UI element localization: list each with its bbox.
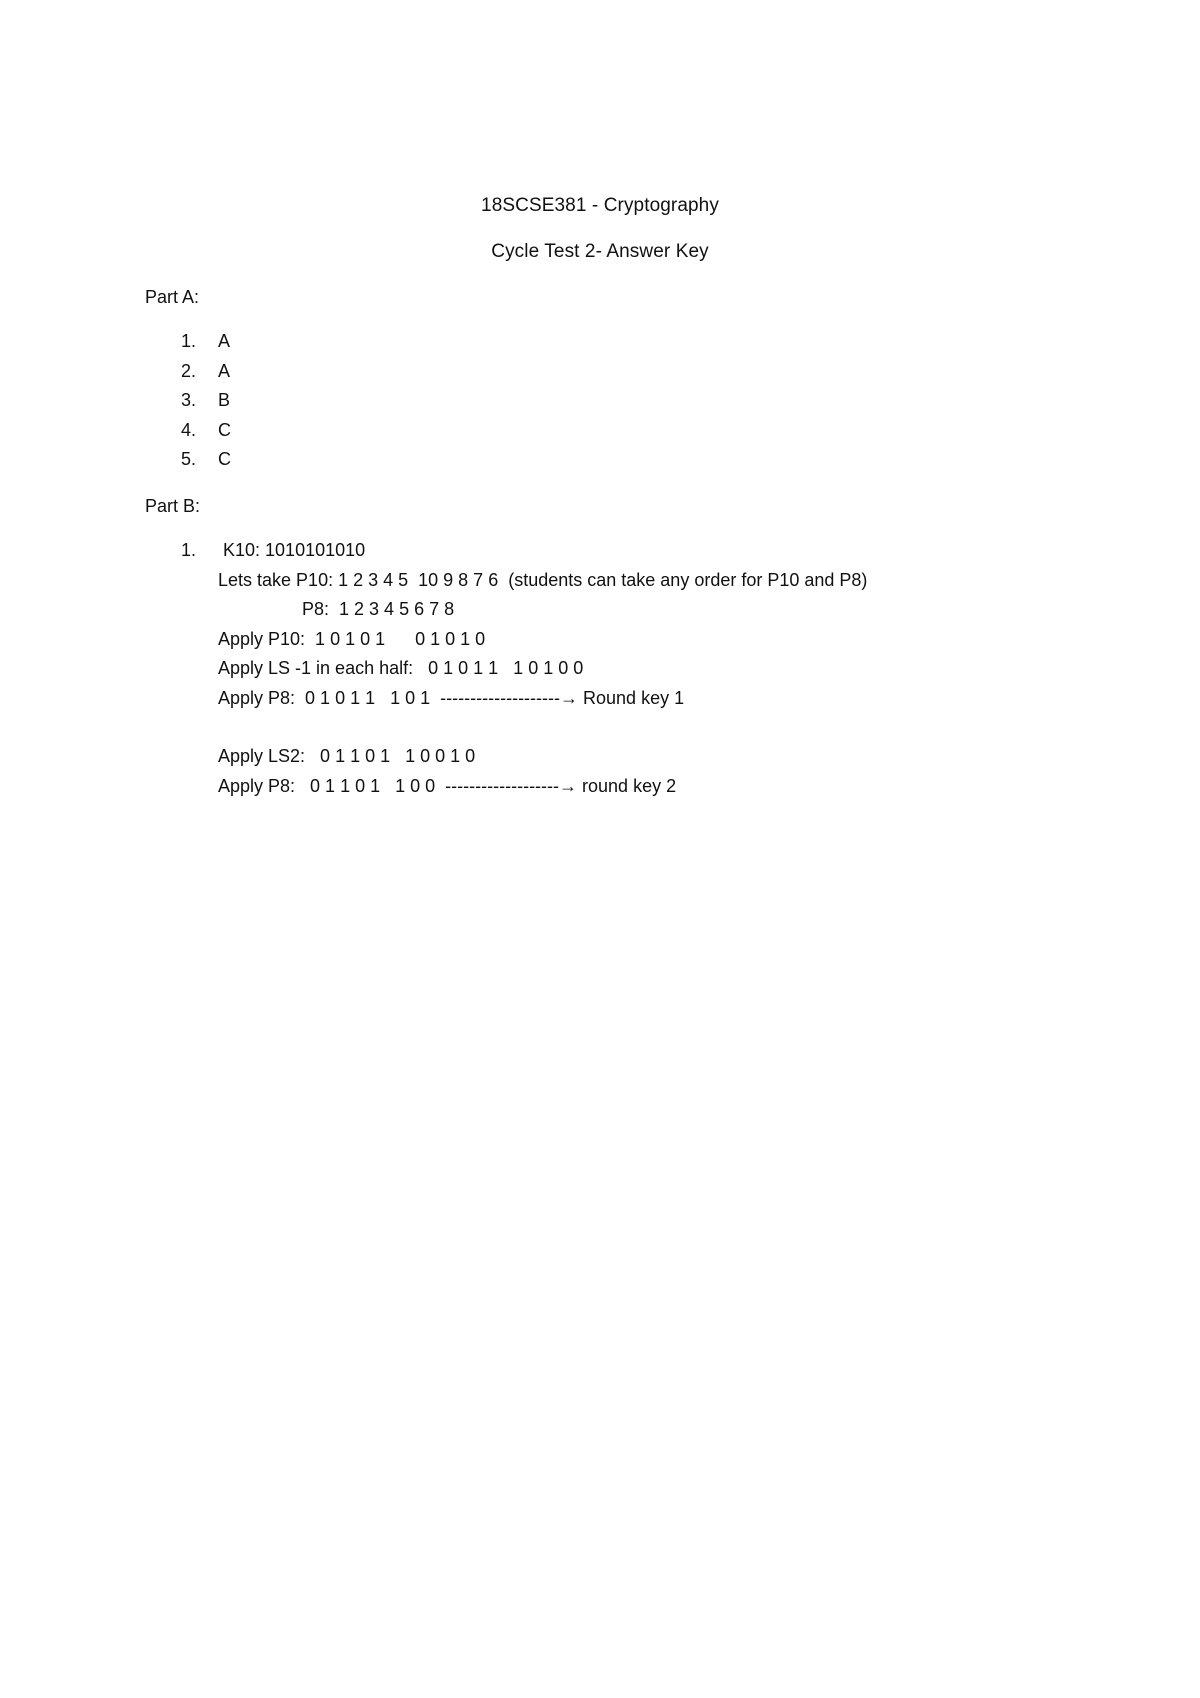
- apply-ls1-line: Apply LS -1 in each half: 0 1 0 1 1 1 0 1 0 0: [218, 658, 584, 678]
- apply-p10-line: Apply P10: 1 0 1 0 1 0 1 0 1 0: [218, 628, 486, 649]
- item-answer: B: [218, 390, 231, 410]
- part-a-heading: Part A:: [145, 287, 200, 307]
- part-b-heading: Part B:: [145, 496, 201, 516]
- list-item: [181, 327, 231, 357]
- apply-ls2-line: Apply LS2: 0 1 1 0 1 1 0 0 1 0: [218, 746, 476, 766]
- item-answer: A: [218, 360, 231, 381]
- part-b-question-row: [181, 536, 867, 566]
- round-key-2-line: Apply P8: 0 1 1 0 1 1 0 0 -------------------→ round key 2: [218, 775, 677, 796]
- item-answer: C: [218, 449, 231, 469]
- list-item: [181, 445, 231, 475]
- k10-line: K10: 1010101010: [218, 540, 366, 560]
- round-key-1-line: Apply P8: 0 1 0 1 1 1 0 1 --------------------→ Round key 1: [218, 687, 685, 708]
- item-number: 2.: [181, 360, 197, 381]
- item-number: 5.: [181, 449, 197, 469]
- p8-order-line: P8: 1 2 3 4 5 6 7 8: [302, 599, 455, 619]
- p10-order-line: Lets take P10: 1 2 3 4 5 10 9 8 7 6 (students can take any order for P10 and P8): [218, 569, 868, 590]
- document-subtitle: Cycle Test 2- Answer Key: [491, 241, 709, 262]
- item-number: 4.: [181, 419, 197, 440]
- item-number: 1.: [181, 331, 197, 351]
- item-number: 1.: [181, 540, 197, 560]
- part-a-answer-list: [181, 327, 231, 475]
- item-answer: C: [218, 419, 231, 440]
- item-answer: A: [218, 331, 231, 351]
- document-title: 18SCSE381 - Cryptography: [481, 195, 719, 216]
- part-b-answer: [181, 536, 867, 801]
- item-number: 3.: [181, 390, 197, 410]
- spacer: [181, 713, 867, 742]
- list-item: [181, 357, 231, 387]
- list-item: [181, 416, 231, 446]
- list-item: [181, 386, 231, 416]
